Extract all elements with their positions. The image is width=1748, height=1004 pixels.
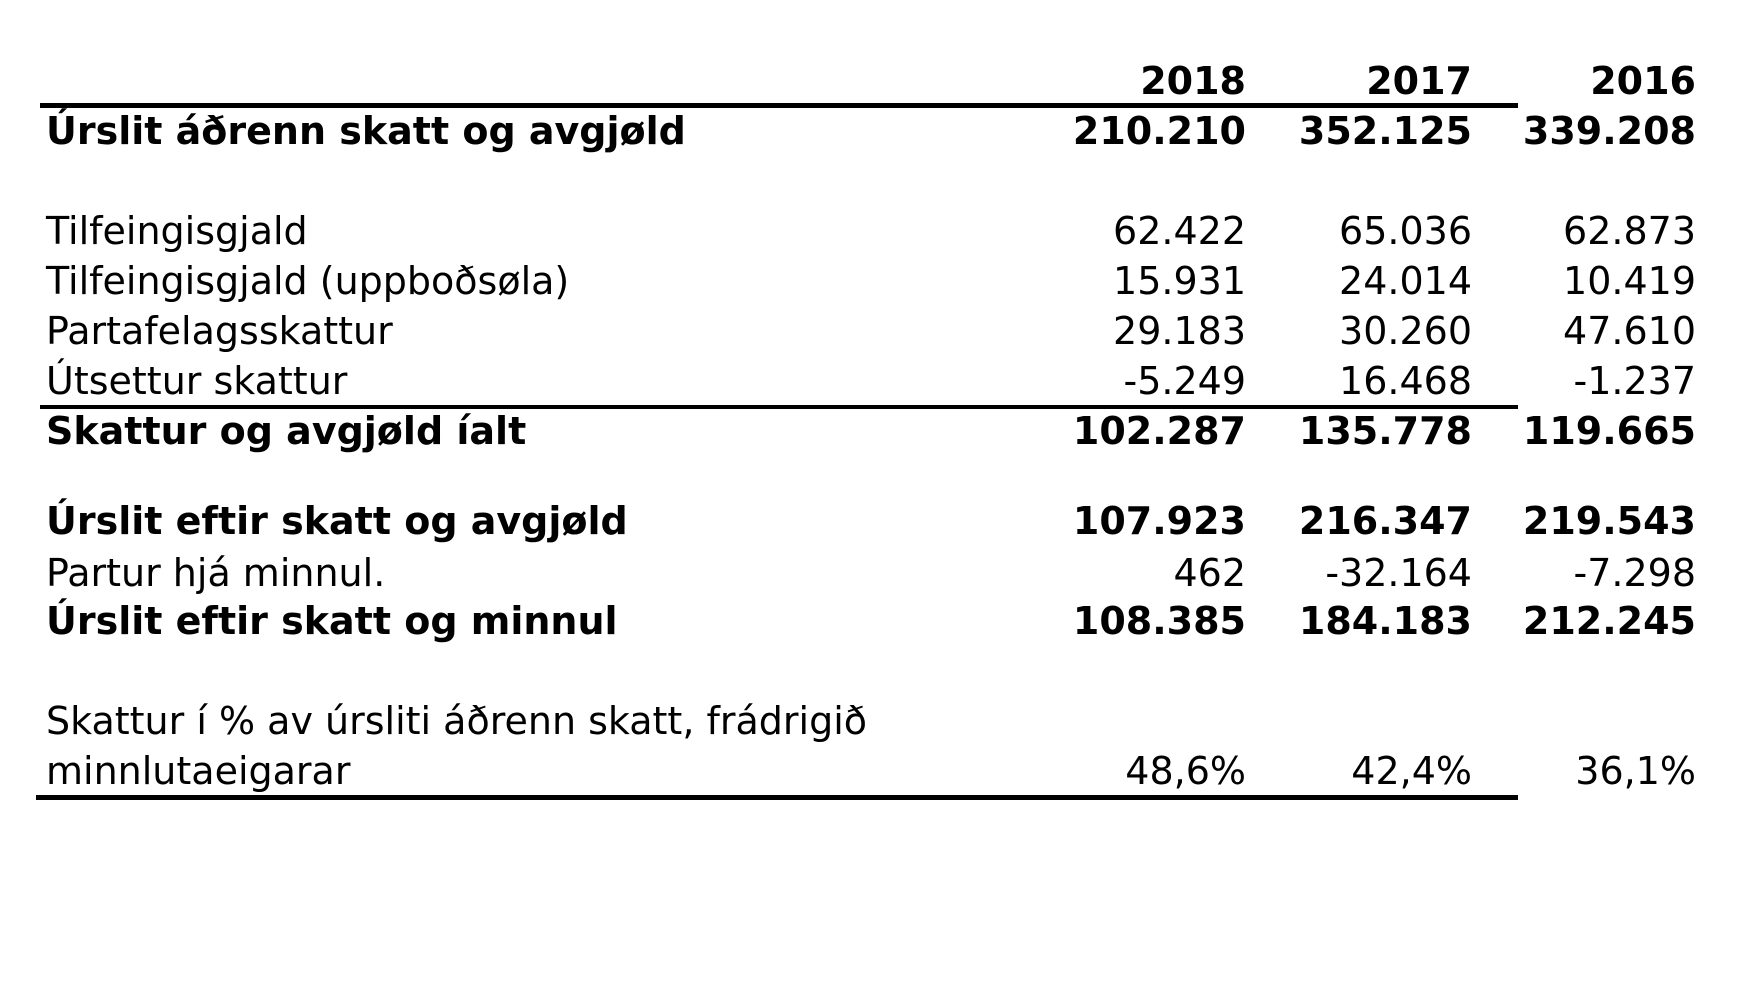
row-value: 119.665 (1522, 409, 1696, 453)
table-row (0, 306, 1748, 356)
bottom-rule (36, 795, 1518, 800)
tax-note-label-line1: Skattur í % av úrsliti áðrenn skatt, frádrigið (46, 699, 868, 743)
year-header-row (0, 56, 1748, 106)
tax-note-label-line2: minnlutaeigarar (46, 749, 351, 793)
row-value: 339.208 (1522, 109, 1696, 153)
row-value: -32.164 (1325, 551, 1472, 595)
row-label: Útsettur skattur (46, 359, 348, 403)
row-value: 107.923 (1072, 499, 1246, 543)
row-value: 47.610 (1563, 309, 1696, 353)
tax-percent-value: 36,1% (1575, 749, 1696, 793)
row-value: 10.419 (1563, 259, 1696, 303)
row-value: 210.210 (1072, 109, 1246, 153)
row-value: 108.385 (1072, 599, 1246, 643)
row-value: 212.245 (1522, 599, 1696, 643)
row-value: 352.125 (1298, 109, 1472, 153)
table-row (0, 356, 1748, 406)
tax-percent-value: 48,6% (1125, 749, 1246, 793)
row-value: 135.778 (1298, 409, 1472, 453)
table-row (0, 106, 1748, 156)
tax-percent-row (0, 746, 1748, 796)
row-label: Partur hjá minnul. (46, 551, 386, 595)
year-header: 2018 (1140, 59, 1246, 103)
row-label: Tilfeingisgjald (46, 209, 308, 253)
table-row (0, 256, 1748, 306)
row-value: 62.422 (1113, 209, 1246, 253)
row-value: 24.014 (1339, 259, 1472, 303)
table-row (0, 496, 1748, 546)
tax-percent-value: 42,4% (1351, 749, 1472, 793)
row-label: Úrslit áðrenn skatt og avgjøld (46, 109, 686, 153)
row-label: Tilfeingisgjald (uppboðsøla) (46, 259, 570, 303)
row-value: -5.249 (1123, 359, 1246, 403)
row-value: 462 (1173, 551, 1246, 595)
row-value: 16.468 (1339, 359, 1472, 403)
row-label: Úrslit eftir skatt og minnul (46, 599, 618, 643)
row-value: 219.543 (1522, 499, 1696, 543)
row-value: -1.237 (1573, 359, 1696, 403)
row-value: 65.036 (1339, 209, 1472, 253)
year-header: 2017 (1366, 59, 1472, 103)
table-row (0, 596, 1748, 646)
row-value: 29.183 (1113, 309, 1246, 353)
row-value: 102.287 (1072, 409, 1246, 453)
row-value: 15.931 (1113, 259, 1246, 303)
row-label: Skattur og avgjøld íalt (46, 409, 527, 453)
year-header: 2016 (1590, 59, 1696, 103)
row-label: Partafelagsskattur (46, 309, 393, 353)
table-row (0, 548, 1748, 598)
row-value: 184.183 (1298, 599, 1472, 643)
row-value: 216.347 (1298, 499, 1472, 543)
table-row (0, 406, 1748, 456)
row-label: Úrslit eftir skatt og avgjøld (46, 499, 628, 543)
row-value: 62.873 (1563, 209, 1696, 253)
table-row (0, 206, 1748, 256)
row-value: -7.298 (1573, 551, 1696, 595)
row-value: 30.260 (1339, 309, 1472, 353)
